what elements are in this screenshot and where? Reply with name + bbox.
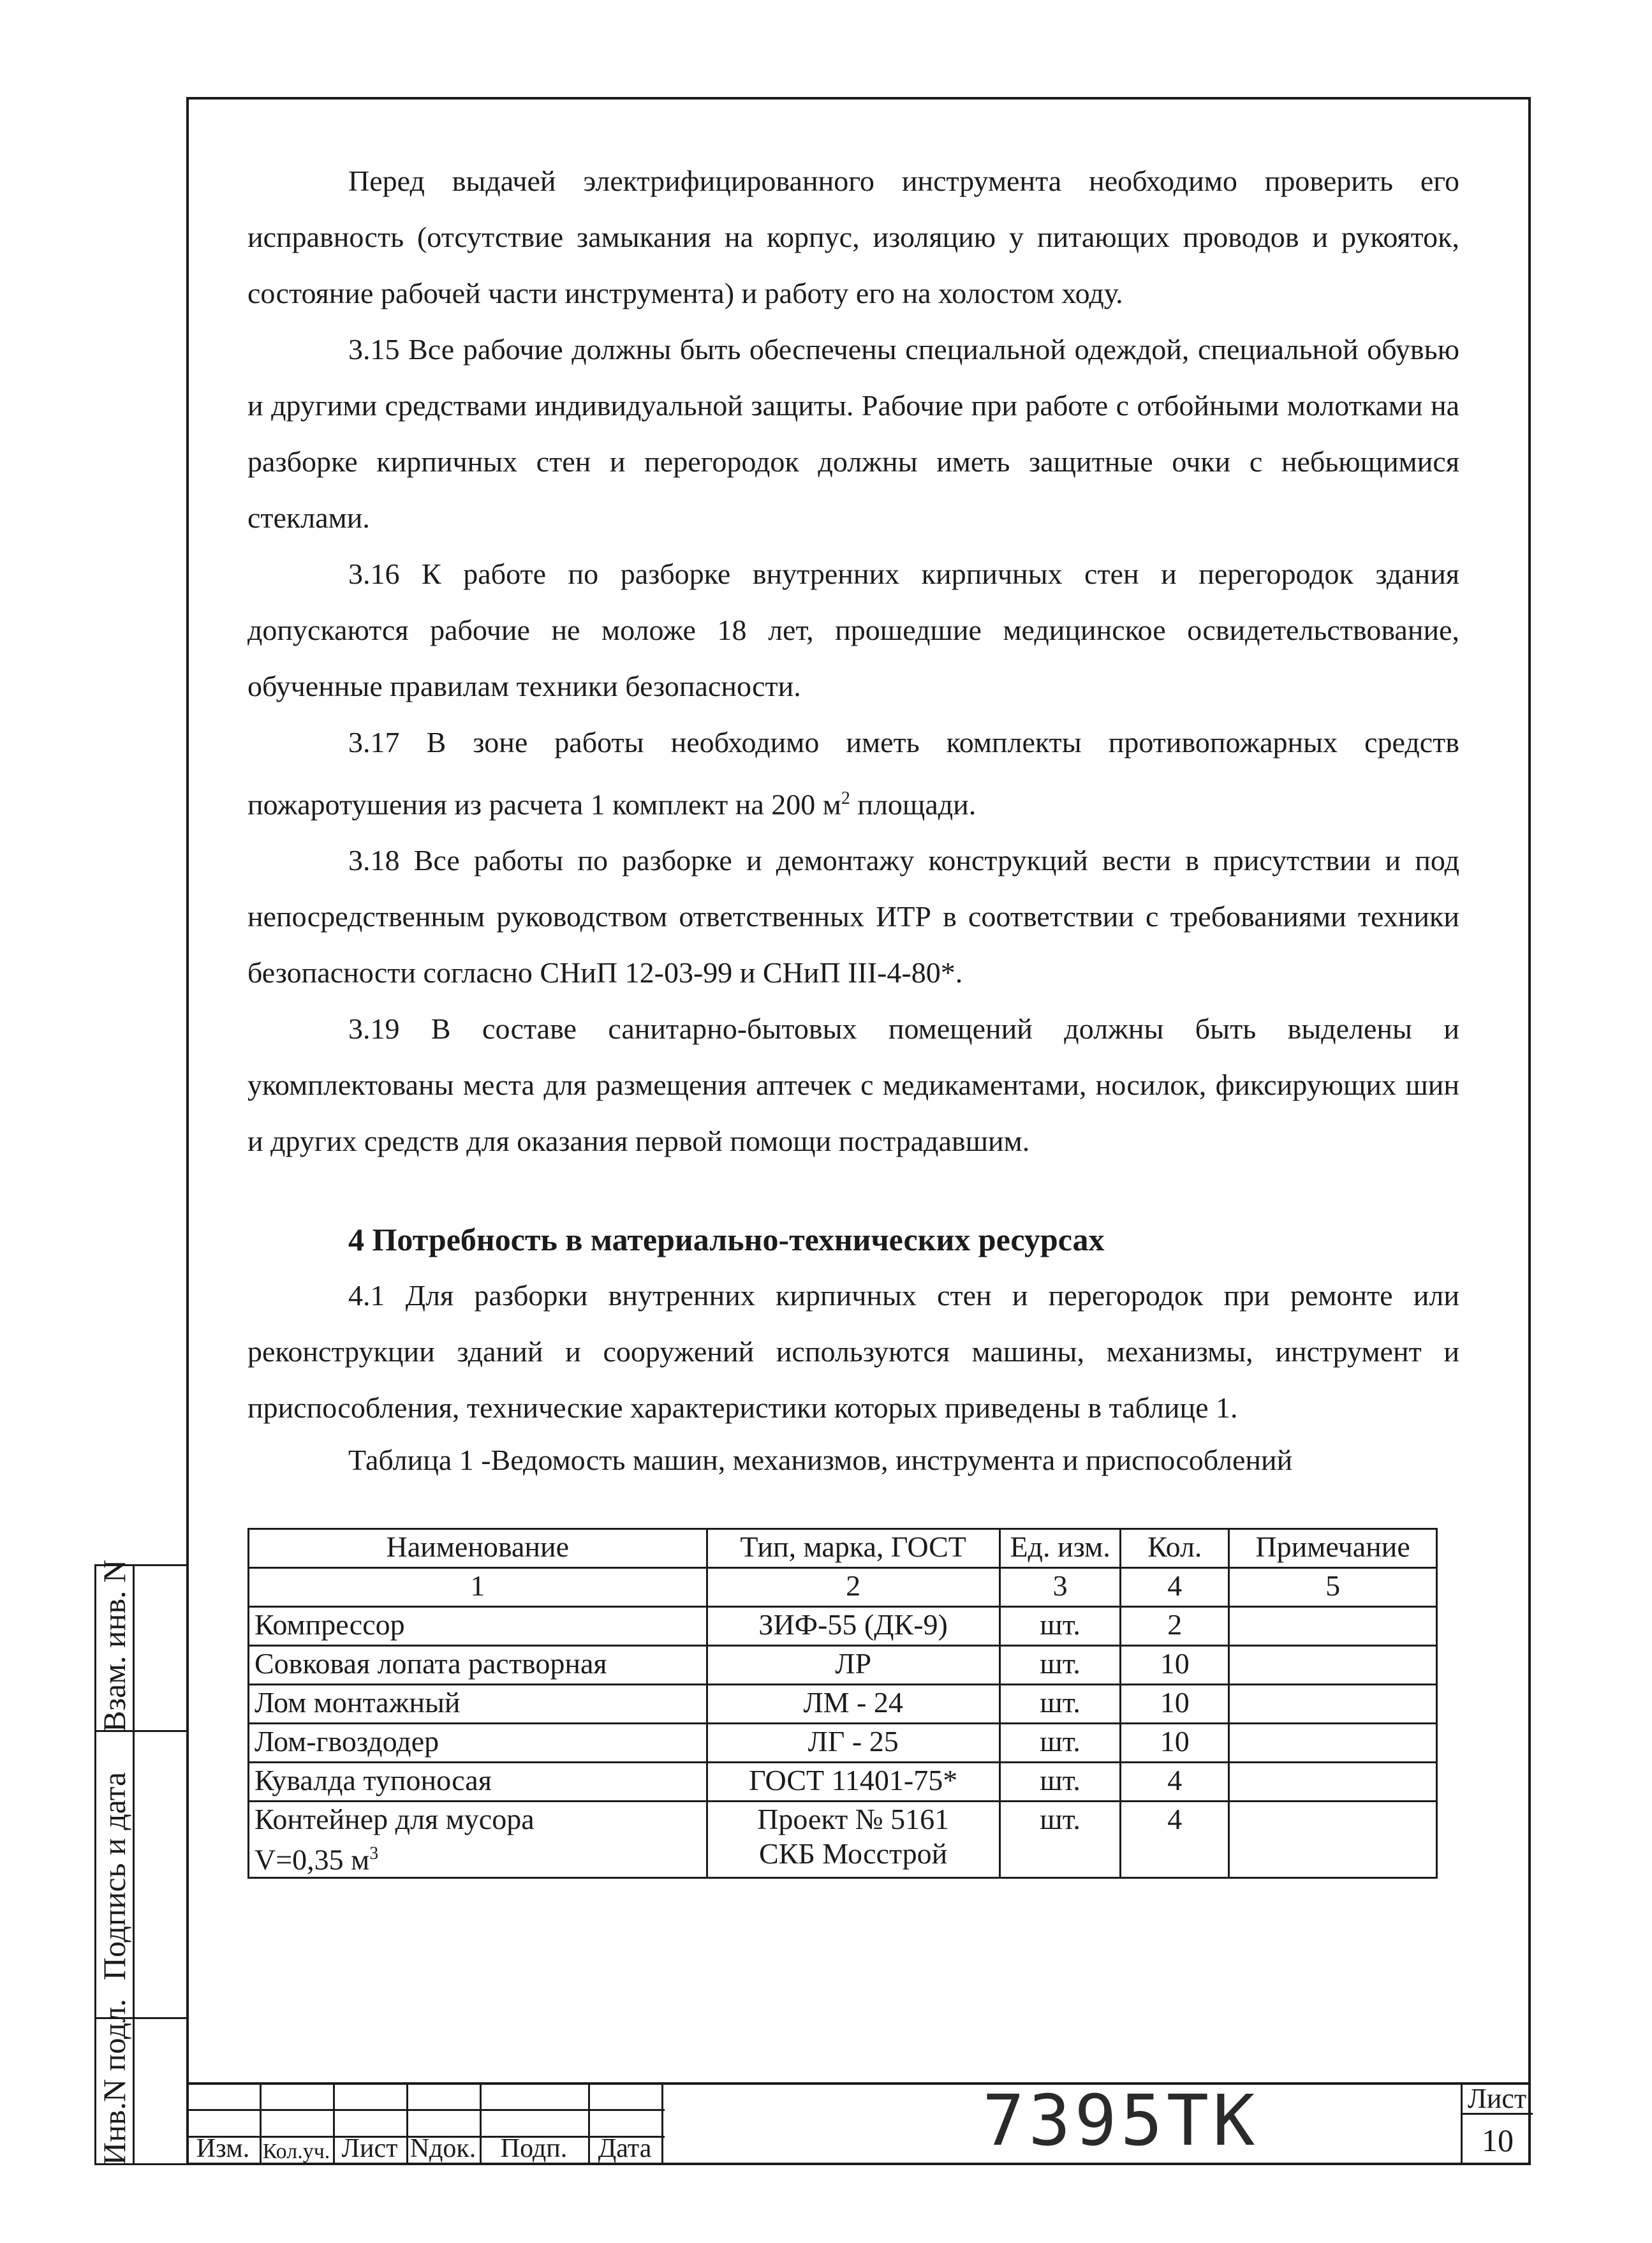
superscript: 3: [369, 1844, 379, 1863]
title-block-grid: [186, 2082, 665, 2165]
cell-name: Лом монтажный: [249, 1685, 707, 1724]
table-row: [249, 1685, 1437, 1724]
paragraph-3-17: [247, 714, 1459, 833]
paragraph-3-15: 3.15 Все рабочие должны быть обеспечены специальной одеждой, специальной обувью и другими средствами индивидуальной защиты. Рабочие при работе с отбойными молотками на разборке кирпичных стен и перегородок должны иметь защитные очки с небьющимися стеклами.: [247, 333, 1459, 534]
sidebar-line: [133, 1564, 135, 2165]
cell-note: [1229, 1685, 1437, 1724]
paragraph-3-18: 3.18 Все работы по разборке и демонтажу конструкций вести в присутствии и под непосредственным руководством ответственных ИТР в соответствии с требованиями техники безопасности согласно СНиП 12-03-99 и СНиП III-4-80*.: [247, 844, 1459, 989]
sidebar-label-inv: Инв.N подл.: [96, 1999, 132, 2165]
cell-type: ЛГ - 25: [707, 1724, 999, 1763]
paragraph-3-16: 3.16 К работе по разборке внутренних кирпичных стен и перегородок здания допускаются рабочие не моложе 18 лет, прошедшие медицинское освидетельствование, обученные правилам техники безопасности.: [247, 558, 1459, 702]
section-title: 4 Потребность в материально-технических ресурсах: [348, 1222, 1105, 1258]
table-column-number: 1: [249, 1568, 707, 1607]
stamp-label-kolvo: Кол.уч.: [262, 2140, 330, 2163]
left-margin-stamp: [94, 1559, 189, 2165]
stamp-label-list: Лист: [341, 2134, 398, 2163]
cell-qty: 10: [1121, 1724, 1229, 1763]
sheet-label: Лист: [1468, 2083, 1527, 2114]
cell-type: [707, 1802, 999, 1878]
sidebar-label-vzam: Взам. инв. N: [96, 1559, 132, 1732]
document-body: [247, 153, 1459, 1484]
cell-name: Компрессор: [249, 1607, 707, 1646]
table-number-row: [249, 1568, 1437, 1607]
grid-line: [186, 2109, 665, 2111]
paragraph-3-17-end: площади.: [850, 788, 977, 821]
stamp-label-podp: Подп.: [500, 2134, 568, 2163]
cell-name-line2: [254, 1837, 701, 1877]
table-column-number: 3: [999, 1568, 1121, 1607]
sidebar-label-podpis: Подпись и дата: [96, 1772, 132, 1981]
document-code: 7395ТК: [982, 2080, 1259, 2161]
cell-type: ЛМ - 24: [707, 1685, 999, 1724]
cell-unit: шт.: [999, 1607, 1121, 1646]
paragraph-3-19: 3.19 В составе санитарно-бытовых помещений должны быть выделены и укомплектованы места для размещения аптечек с медикаментами, носилок, фиксирующих шин и других средств для оказания первой помощи пострадавшим.: [247, 1012, 1459, 1158]
stamp-label-data: Дата: [598, 2134, 652, 2163]
cell-unit: шт.: [999, 1646, 1121, 1685]
cell-note: [1229, 1763, 1437, 1802]
cell-type: ЛР: [707, 1646, 999, 1685]
stamp-label-ndok: Nдок.: [409, 2134, 476, 2163]
table-row: [249, 1646, 1437, 1685]
cell-name-line1: Контейнер для мусора: [254, 1803, 535, 1835]
table-header-cell: Кол.: [1121, 1529, 1229, 1568]
cell-name: [249, 1802, 707, 1878]
cell-qty: 10: [1121, 1646, 1229, 1685]
table-header-cell: Тип, марка, ГОСТ: [707, 1529, 999, 1568]
paragraph-3-17-text: 3.17 В зоне работы необходимо иметь комплекты противопожарных средств пожаротушения из расчета 1 комплект на 200 м: [247, 726, 1459, 821]
volume-text: V=0,35 м: [254, 1843, 370, 1876]
table-row: [249, 1763, 1437, 1802]
table-column-number: 5: [1229, 1568, 1437, 1607]
paragraph-4-1: 4.1 Для разборки внутренних кирпичных стен и перегородок при ремонте или реконструкции зданий и сооружений используются машины, механизмы, инструмент и приспособления, технические характеристики которых приведены в таблице 1.: [247, 1279, 1459, 1425]
table-column-number: 4: [1121, 1568, 1229, 1607]
cell-unit: шт.: [999, 1724, 1121, 1763]
cell-note: [1229, 1802, 1437, 1878]
cell-name: Совковая лопата растворная: [249, 1646, 707, 1685]
paragraph-tool-check: Перед выдачей электрифицированного инструмента необходимо проверить его исправность (отсутствие замыкания на корпус, изоляцию у питающих проводов и рукояток, состояние рабочей части инструмента) и работу его на холостом ходу.: [247, 165, 1459, 309]
table-row: [249, 1724, 1437, 1763]
table-header-cell: Ед. изм.: [999, 1529, 1121, 1568]
table-row: [249, 1802, 1437, 1878]
cell-unit: шт.: [999, 1763, 1121, 1802]
cell-qty: 4: [1121, 1763, 1229, 1802]
cell-qty: 4: [1121, 1802, 1229, 1878]
cell-name: Лом-гвоздодер: [249, 1724, 707, 1763]
table-caption: Таблица 1 -Ведомость машин, механизмов, инструмента и приспособлений: [348, 1444, 1293, 1477]
table-header-cell: Примечание: [1229, 1529, 1437, 1568]
stamp-label-izm: Изм.: [196, 2134, 250, 2163]
cell-note: [1229, 1646, 1437, 1685]
sheet-number-box: [1461, 2082, 1533, 2165]
sheet-number: 10: [1482, 2122, 1514, 2158]
cell-type: ГОСТ 11401-75*: [707, 1763, 999, 1802]
cell-type-line2: СКБ Мосстрой: [759, 1837, 948, 1870]
cell-type-line1: Проект № 5161: [757, 1803, 950, 1835]
table-row: [249, 1607, 1437, 1646]
cell-note: [1229, 1724, 1437, 1763]
cell-note: [1229, 1607, 1437, 1646]
equipment-table: [247, 1528, 1438, 1879]
table-header-cell: Наименование: [249, 1529, 707, 1568]
cell-unit: шт.: [999, 1685, 1121, 1724]
cell-type: ЗИФ-55 (ДК-9): [707, 1607, 999, 1646]
table-column-number: 2: [707, 1568, 999, 1607]
cell-name: Кувалда тупоносая: [249, 1763, 707, 1802]
superscript: 2: [841, 788, 850, 808]
cell-qty: 2: [1121, 1607, 1229, 1646]
table-header-row: [249, 1529, 1437, 1568]
grid-line: [661, 2082, 663, 2165]
cell-unit: шт.: [999, 1802, 1121, 1878]
cell-qty: 10: [1121, 1685, 1229, 1724]
